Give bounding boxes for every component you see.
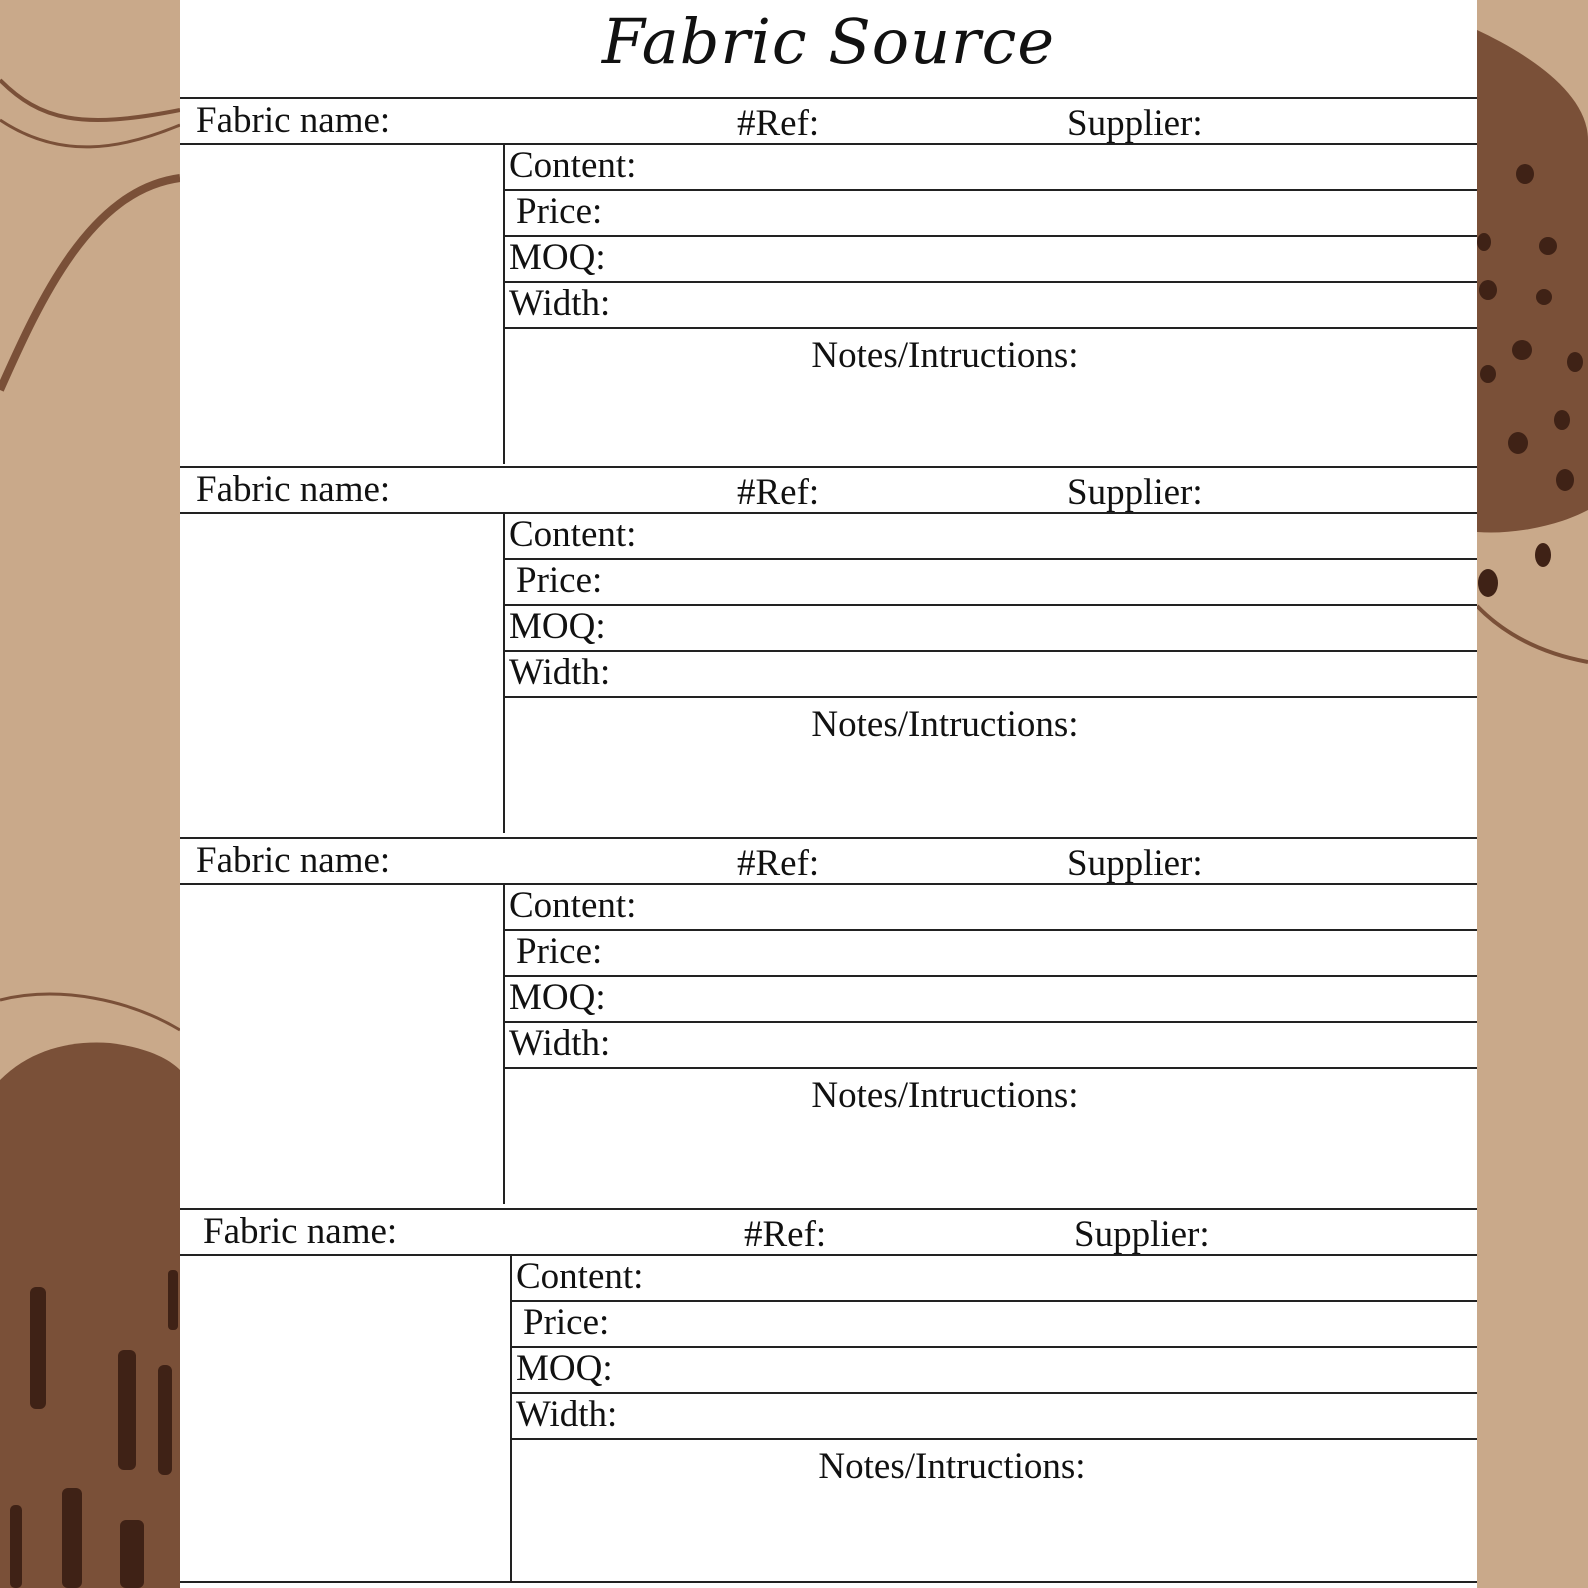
fabric-swatch-area [180,514,505,833]
fabric-entry [180,1208,1477,1583]
right-curve-stroke [1477,606,1588,662]
notes-area [505,1069,1477,1204]
content-row [505,514,1477,560]
content-label: Content: [509,514,637,555]
fabric-name-label: Fabric name: [203,1211,398,1252]
price-label: Price: [516,931,603,972]
fabric-name-label: Fabric name: [196,469,391,510]
fabric-entry-body [180,514,1477,833]
width-row [505,652,1477,698]
notes-area [505,329,1477,464]
ref-label: #Ref: [737,103,820,144]
fabric-entry-body [180,145,1477,464]
fabric-name-label: Fabric name: [196,840,391,881]
fabric-swatch-area [180,885,505,1204]
notes-label: Notes/Intructions: [811,335,1079,376]
fabric-entry-header [180,468,1477,514]
fabric-entry [180,97,1477,462]
left-curve-stroke [0,80,180,120]
width-row [505,1023,1477,1069]
content-label: Content: [516,1256,644,1297]
fabric-source-sheet [180,0,1477,1588]
price-row [505,191,1477,237]
moq-row [505,606,1477,652]
moq-row [505,237,1477,283]
price-label: Price: [523,1302,610,1343]
content-label: Content: [509,885,637,926]
left-lower-curve [0,994,180,1030]
fabric-entry-body [180,1256,1477,1583]
fabric-details [505,514,1477,833]
fabric-name-label: Fabric name: [196,100,391,141]
fabric-details [505,145,1477,464]
fabric-details [505,885,1477,1204]
supplier-label: Supplier: [1067,843,1203,884]
fabric-entry-header [180,839,1477,885]
fabric-entry [180,466,1477,831]
width-row [512,1394,1477,1440]
moq-row [512,1348,1477,1394]
fabric-swatch-area [180,145,505,464]
right-blob-shape [1477,30,1588,533]
page-title: Fabric Source [601,5,1056,78]
content-row [505,885,1477,931]
width-label: Width: [509,652,611,693]
fabric-swatch-area [180,1256,512,1583]
notes-label: Notes/Intructions: [818,1446,1086,1487]
ref-label: #Ref: [737,843,820,884]
supplier-label: Supplier: [1067,103,1203,144]
fabric-entry-body [180,885,1477,1204]
price-row [505,560,1477,606]
fabric-entry-header [180,99,1477,145]
ref-label: #Ref: [744,1214,827,1255]
content-row [512,1256,1477,1302]
width-label: Width: [509,1023,611,1064]
content-label: Content: [509,145,637,186]
left-arc-stroke [0,178,180,390]
fabric-entry [180,837,1477,1202]
moq-row [505,977,1477,1023]
price-label: Price: [516,560,603,601]
moq-label: MOQ: [509,237,606,278]
notes-area [512,1440,1477,1583]
left-curve-stroke [0,120,180,147]
notes-label: Notes/Intructions: [811,1075,1079,1116]
moq-label: MOQ: [516,1348,613,1389]
fabric-details [512,1256,1477,1583]
ref-label: #Ref: [737,472,820,513]
price-label: Price: [516,191,603,232]
content-row [505,145,1477,191]
width-row [505,283,1477,329]
moq-label: MOQ: [509,977,606,1018]
notes-area [505,698,1477,833]
fabric-entry-header [180,1210,1477,1256]
price-row [512,1302,1477,1348]
supplier-label: Supplier: [1067,472,1203,513]
moq-label: MOQ: [509,606,606,647]
supplier-label: Supplier: [1074,1214,1210,1255]
notes-label: Notes/Intructions: [811,704,1079,745]
width-label: Width: [516,1394,618,1435]
width-label: Width: [509,283,611,324]
price-row [505,931,1477,977]
left-arch-shape [0,1042,180,1588]
